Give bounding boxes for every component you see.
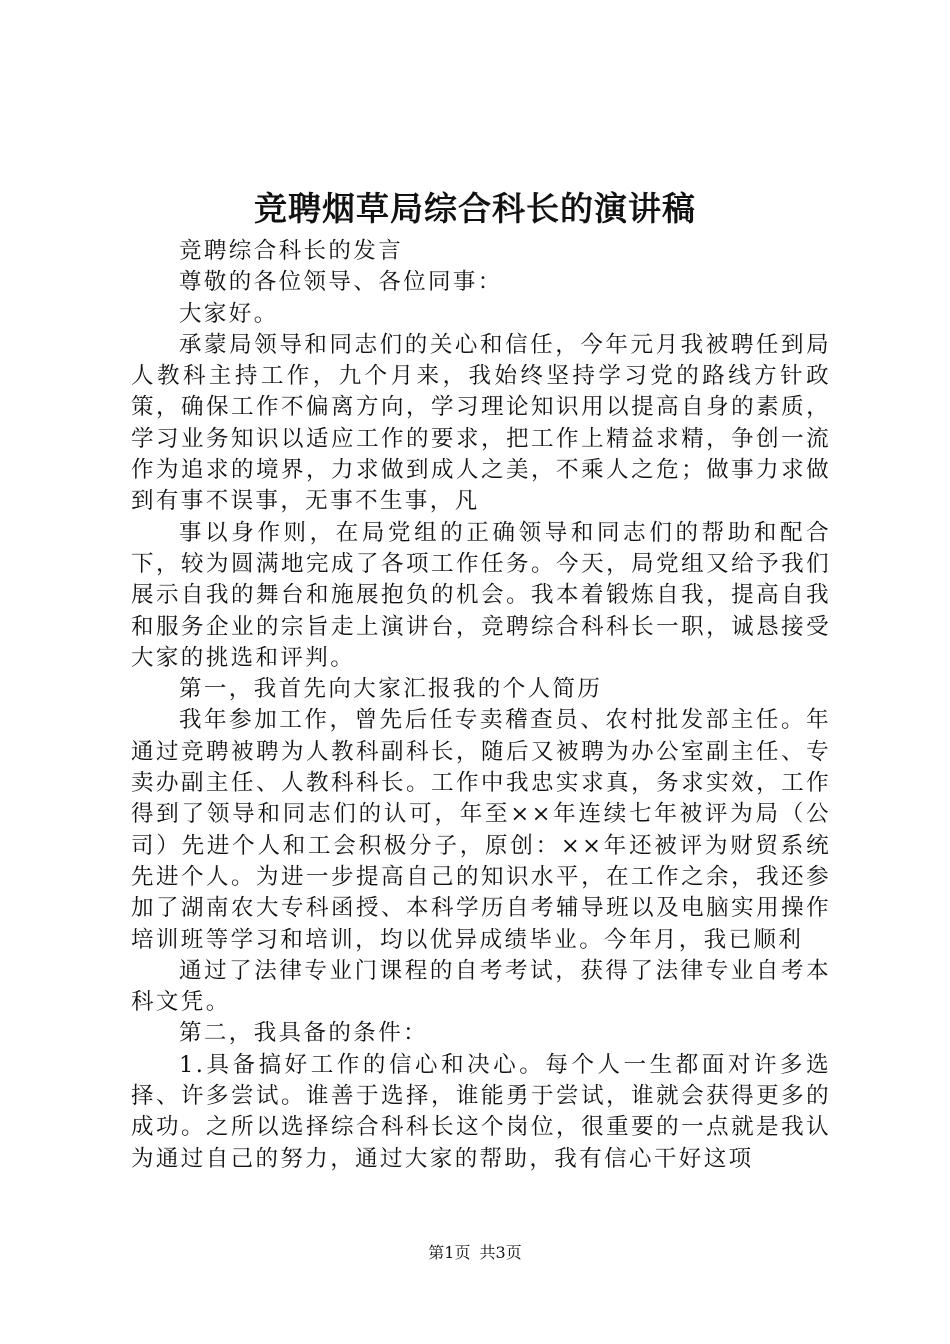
page-footer (0, 1242, 950, 1264)
page-total: 共3页 (479, 1243, 522, 1262)
paragraph: 第一，我首先向大家汇报我的个人简历 (179, 676, 603, 703)
paragraph: 竞聘综合科长的发言 (179, 238, 404, 264)
paragraph: 承蒙局领导和同志们的关心和信任，今年元月我被聘任到局人教科主持工作，九个月来，我始终坚持学习党的路线方针政策，确保工作不偏离方向，学习理论知识用以提高自身的素质，学习业务知识以适应工作的要求，把工作上精益求精，争创一流作为追求的境界，力求做到成人之美，不乘人之危；做事力求做到有事不误事，无事不生事，凡 (131, 331, 831, 515)
paragraph: 1.具备搞好工作的信心和决心。每个人一生都面对许多选择、许多尝试。谁善于选择，谁能勇于尝试，谁就会获得更多的成功。之所以选择综合科科长这个岗位，很重要的一点就是我认为通过自己的努力，通过大家的帮助，我有信心干好这项 (131, 1051, 831, 1172)
paragraph: 第二，我具备的条件： (179, 1020, 429, 1047)
page-number: 第1页 (428, 1243, 471, 1262)
paragraph: 通过了法律专业门课程的自考考试，获得了法律专业自考本科文凭。 (131, 957, 831, 1016)
paragraph: 尊敬的各位领导、各位同事： (179, 269, 503, 296)
paragraph: 我年参加工作，曾先后任专卖稽查员、农村批发部主任。年通过竞聘被聘为人教科副科长，随后又被聘为办公室副主任、专卖办副主任、人教科科长。工作中我忠实求真，务求实效，工作得到了领导和同志们的认可，年至××年连续七年被评为局（公司）先进个人和工会积极分子，原创：××年还被评为财贸系统先进个人。为进一步提高自己的知识水平，在工作之余，我还参加了湖南农大专科函授、本科学历自考辅导班以及电脑实用操作培训班等学习和培训，均以优异成绩毕业。今年月，我已顺利 (131, 707, 831, 953)
document-title: 竞聘烟草局综合科长的演讲稿 (254, 189, 696, 228)
paragraph: 事以身作则，在局党组的正确领导和同志们的帮助和配合下，较为圆满地完成了各项工作任务。今天，局党组又给予我们展示自我的舞台和施展抱负的机会。我本着锻炼自我，提高自我和服务企业的宗旨走上演讲台，竞聘综合科科长一职，诚恳接受大家的挑选和评判。 (131, 519, 831, 671)
paragraph: 大家好。 (179, 300, 279, 327)
document-body (131, 236, 831, 1175)
